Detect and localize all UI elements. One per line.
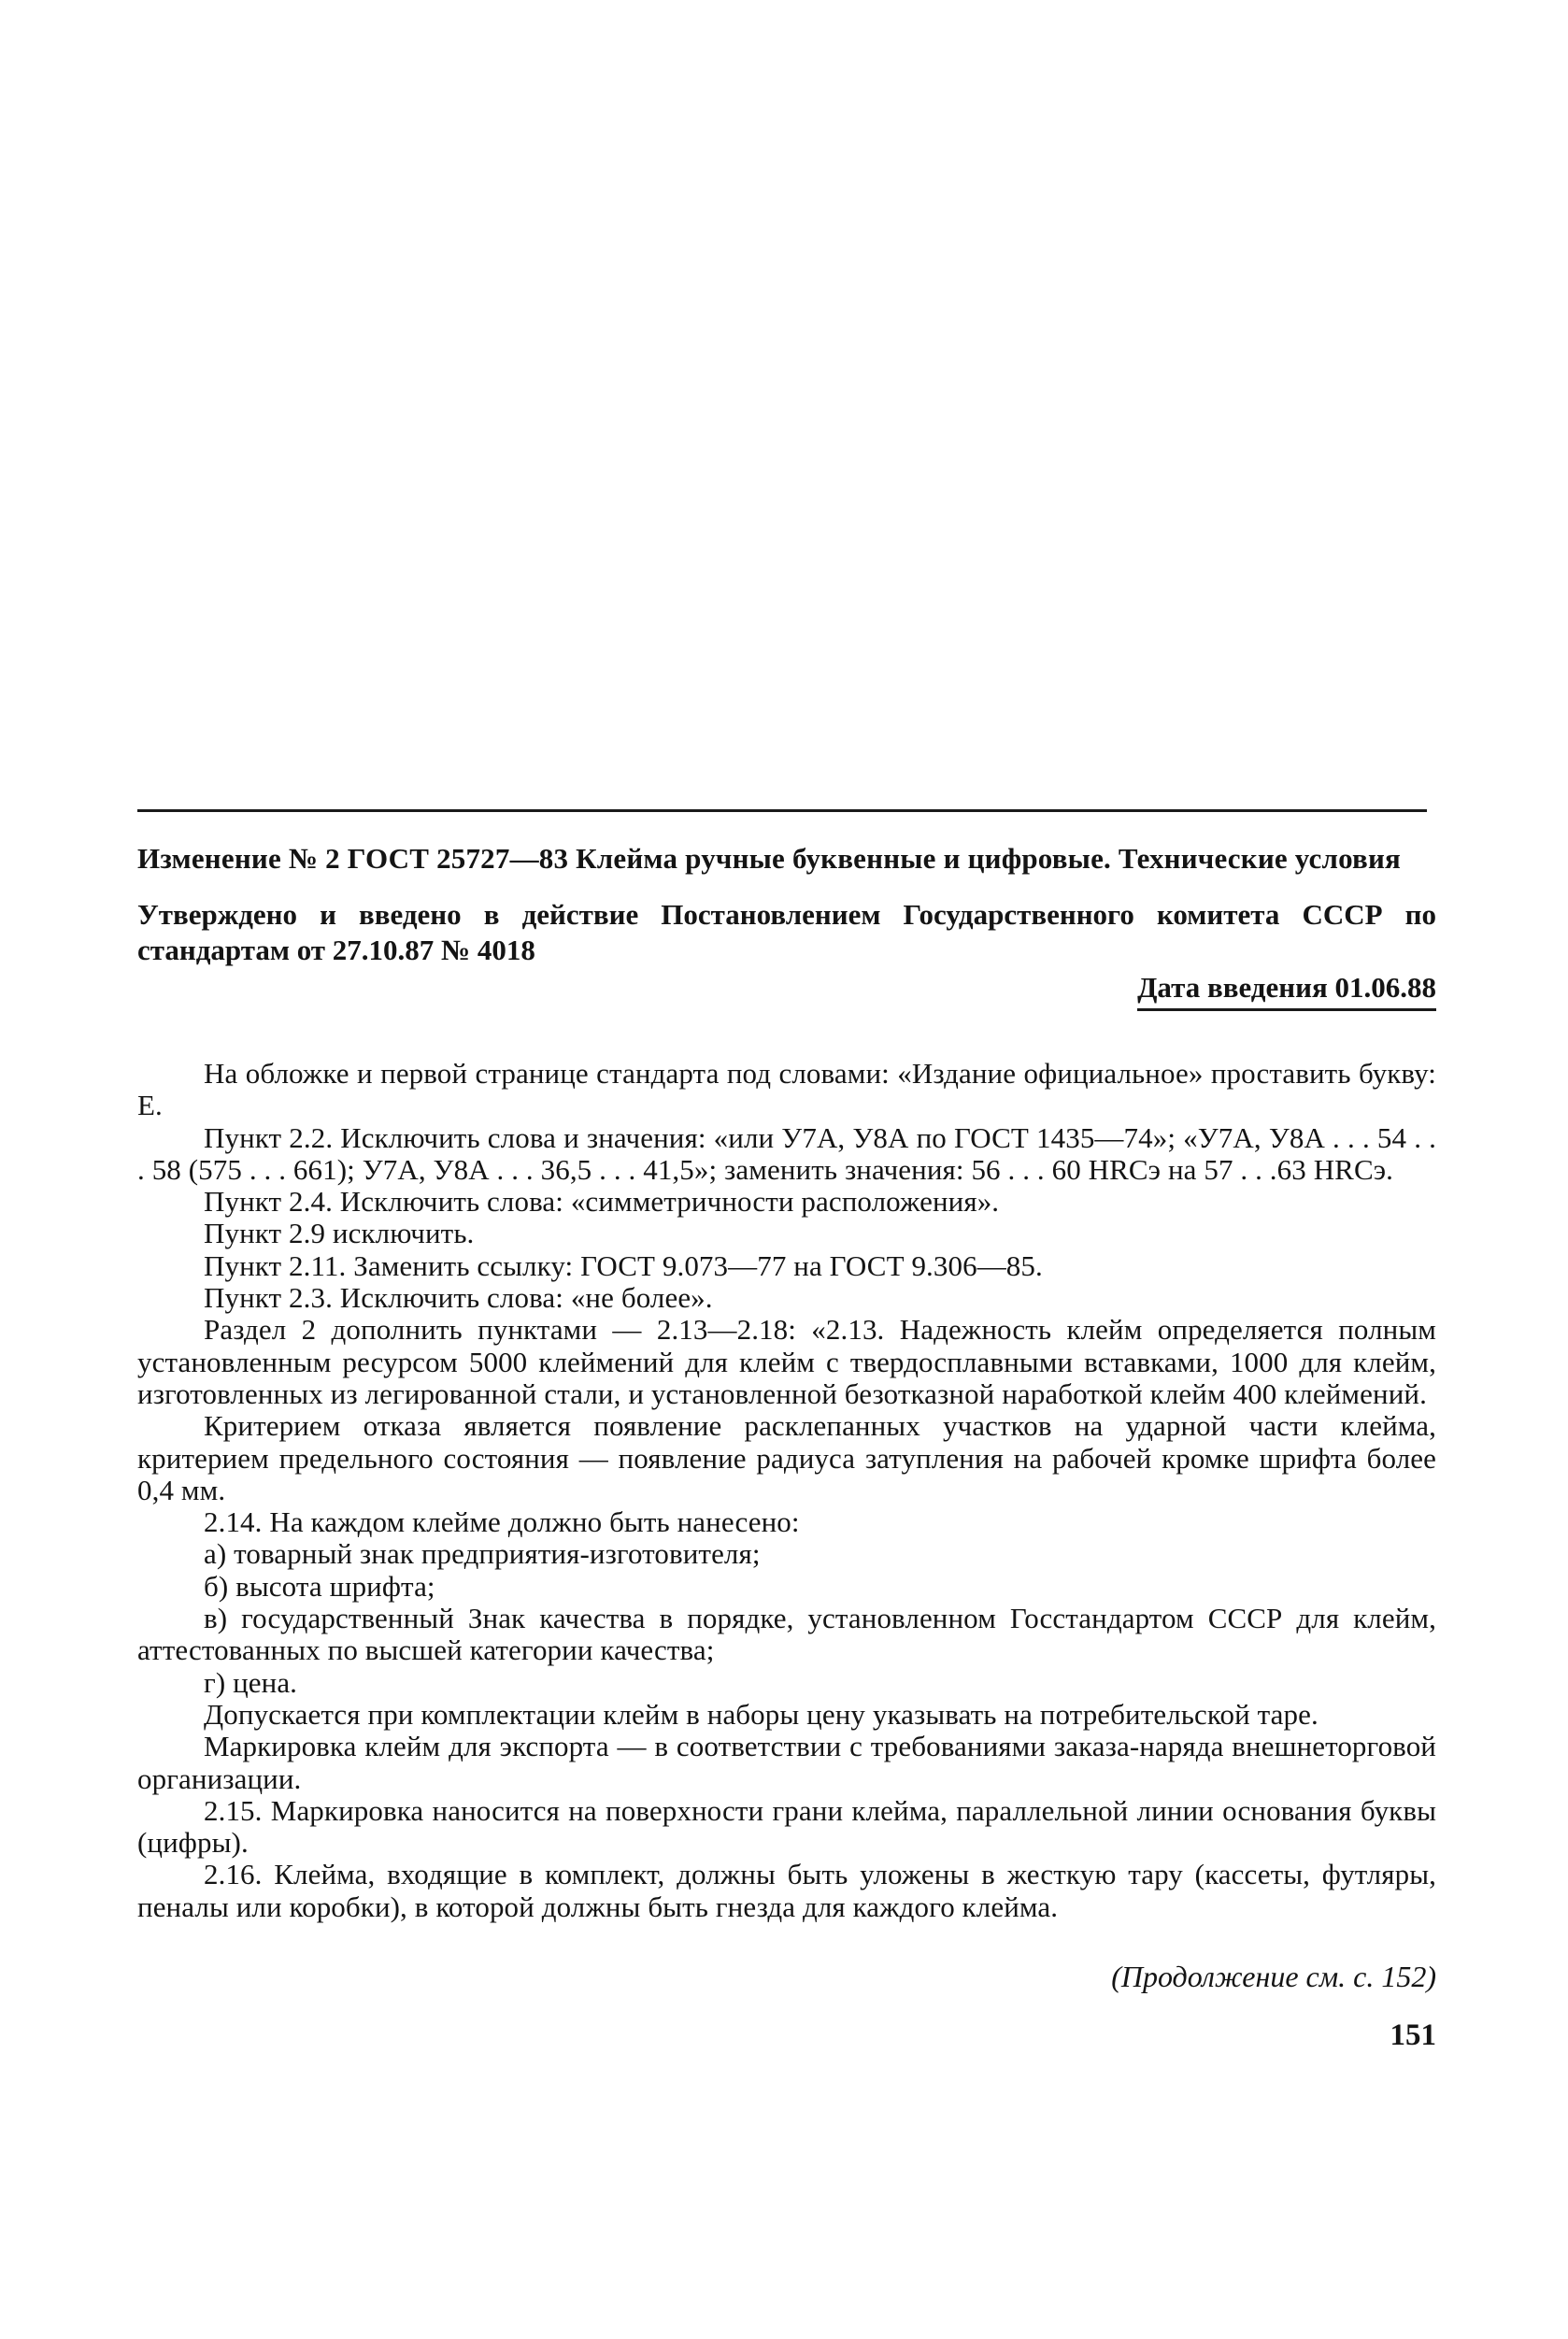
paragraph: Пункт 2.4. Исключить слова: «симметричности расположения». xyxy=(204,1185,1000,1219)
paragraph: Критерием отказа является появление расклепанных участков на ударной части клейма, критерием предельного состояния — появление радиуса затупления на рабочей кромке шрифта более 0,4 мм. xyxy=(137,1409,1436,1506)
paragraph: Допускается при комплектации клейм в наборы цену указывать на потребительской таре. xyxy=(204,1697,1319,1731)
approval-statement: Утверждено и введено в действие Постановлением Государственного комитета СССР по стандартам от 27.10.87 № 4018 xyxy=(137,898,1436,966)
paragraph: Пункт 2.2. Исключить слова и значения: «или У7А, У8А по ГОСТ 1435—74»; «У7А, У8А . . . 54 . . . 58 (575 . . . 661); У7А, У8А . . . 36,5 . . . 41,5»; заменить значения: 56 . . . 60 HRCэ на 57 . . .63 HRCэ. xyxy=(137,1120,1436,1186)
effective-date: Дата введения 01.06.88 xyxy=(1137,970,1436,1011)
amendment-title: Изменение № 2 ГОСТ 25727—83 Клейма ручные буквенные и цифровые. Технические условия xyxy=(137,842,1401,875)
document-page xyxy=(137,841,1436,2053)
paragraph: 2.14. На каждом клейме должно быть нанесено: xyxy=(204,1505,800,1539)
paragraph: Пункт 2.3. Исключить слова: «не более». xyxy=(204,1281,713,1315)
paragraph: Пункт 2.11. Заменить ссылку: ГОСТ 9.073—77 на ГОСТ 9.306—85. xyxy=(204,1248,1043,1282)
paragraph: Маркировка клейм для экспорта — в соответствии с требованиями заказа-наряда внешнеторговой организации. xyxy=(137,1730,1436,1795)
list-item: в) государственный Знак качества в порядке, установленном Госстандартом СССР для клейм, аттестованных по высшей категории качества; xyxy=(137,1602,1436,1667)
list-item: а) товарный знак предприятия-изготовителя; xyxy=(204,1537,761,1571)
paragraph: 2.15. Маркировка наносится на поверхности грани клейма, параллельной линии основания буквы (цифры). xyxy=(137,1793,1436,1860)
paragraph: На обложке и первой странице стандарта под словами: «Издание официальное» проставить букву: Е. xyxy=(137,1057,1436,1122)
amendment-body xyxy=(137,1058,1436,1923)
page-number: 151 xyxy=(1390,2018,1436,2053)
paragraph: Раздел 2 дополнить пунктами — 2.13—2.18: «2.13. Надежность клейм определяется полным установленным ресурсом 5000 клеймений для клейм с твердосплавными вставками, 1000 для клейм, изготовленных из легированной стали, и установленной безотказной наработкой клейм 400 клеймений. xyxy=(137,1313,1436,1410)
list-item: б) высота шрифта; xyxy=(204,1569,435,1603)
effective-date-block xyxy=(137,970,1436,1011)
top-divider xyxy=(137,809,1427,812)
paragraph: Пункт 2.9 исключить. xyxy=(204,1217,475,1250)
continuation-note: (Продолжение см. с. 152) xyxy=(1111,1960,1436,1994)
paragraph: 2.16. Клейма, входящие в комплект, должны быть уложены в жесткую тару (кассеты, футляры, пеналы или коробки), в которой должны быть гнезда для каждого клейма. xyxy=(137,1858,1436,1923)
list-item: г) цена. xyxy=(204,1665,298,1699)
